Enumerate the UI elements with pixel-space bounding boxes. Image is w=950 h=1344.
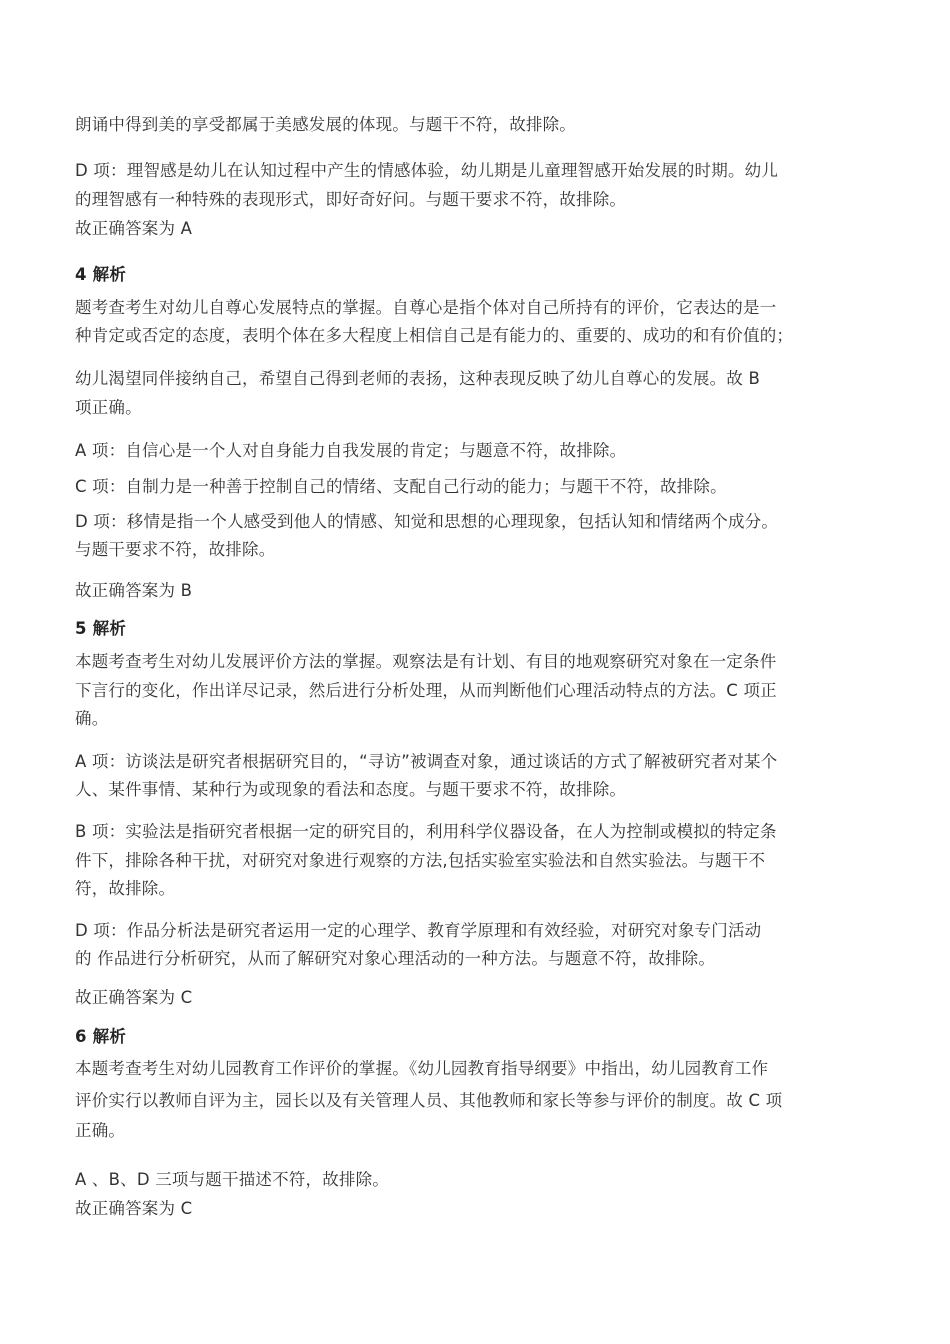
answer-line: 故正确答案为 B [75,581,193,600]
paragraph-line: 项正确。 [75,398,142,417]
paragraph-line: 下言行的变化，作出详尽记录，然后进行分析处理，从而判断他们心理活动特点的方法。C 项正 [75,681,777,700]
answer-line: 故正确答案为 C [75,1199,193,1218]
paragraph-line: 幼儿渴望同伴接纳自己，希望自己得到老师的表扬，这种表现反映了幼儿自尊心的发展。故 B [75,369,760,388]
section-heading: 5 解析 [75,619,127,638]
paragraph-line: 的理智感有一种特殊的表现形式，即好奇好问。与题干要求不符，故排除。 [75,190,627,209]
paragraph-line: 与题干要求不符，故排除。 [75,540,276,559]
paragraph-line: A 项：自信心是一个人对自身能力自我发展的肯定；与题意不符，故排除。 [75,441,627,460]
paragraph-line: C 项：自制力是一种善于控制自己的情绪、支配自己行动的能力；与题干不符，故排除。 [75,477,727,496]
paragraph-line: 本题考查考生对幼儿发展评价方法的掌握。观察法是有计划、有目的地观察研究对象在一定条件 [75,652,777,671]
answer-line: 故正确答案为 A [75,219,193,238]
answer-line: 故正确答案为 C [75,988,193,1007]
section-heading: 6 解析 [75,1027,127,1046]
paragraph-line: A 、B、D 三项与题干描述不符，故排除。 [75,1170,390,1189]
paragraph-line: 确。 [75,709,109,728]
paragraph-line: D 项：理智感是幼儿在认知过程中产生的情感体验，幼儿期是儿童理智感开始发展的时期。幼儿 [75,161,779,180]
paragraph-line: D 项：移情是指一个人感受到他人的情感、知觉和思想的心理现象，包括认知和情绪两个成分。 [75,512,779,531]
paragraph-line: 本题考查考生对幼儿园教育工作评价的掌握。《幼儿园教育指导纲要》中指出，幼儿园教育工作 [75,1059,769,1078]
paragraph-line: B 项：实验法是指研究者根据一定的研究目的，利用科学仪器设备，在人为控制或模拟的特定条 [75,822,777,841]
section-heading: 4 解析 [75,265,127,284]
paragraph-line: 符，故排除。 [75,879,176,898]
paragraph-line: 的 作品进行分析研究，从而了解研究对象心理活动的一种方法。与题意不符，故排除。 [75,949,716,968]
paragraph-line: 正确。 [75,1121,126,1140]
paragraph-line: 题考查考生对幼儿自尊心发展特点的掌握。自尊心是指个体对自己所持有的评价，它表达的是一 [75,298,777,317]
paragraph-line: D 项：作品分析法是研究者运用一定的心理学、教育学原理和有效经验，对研究对象专门活动 [75,921,762,940]
paragraph-line: 评价实行以教师自评为主，园长以及有关管理人员、其他教师和家长等参与评价的制度。故 C 项 [75,1091,783,1110]
paragraph-line: 朗诵中得到美的享受都属于美感发展的体现。与题干不符，故排除。 [75,115,576,134]
paragraph-line: 种肯定或否定的态度，表明个体在多大程度上相信自己是有能力的、重要的、成功的和有价值的； [75,326,794,345]
paragraph-line: 件下，排除各种干扰，对研究对象进行观察的方法,包括实验室实验法和自然实验法。与题干不 [75,851,766,870]
paragraph-line: A 项：访谈法是研究者根据研究目的，“寻访”被调查对象，通过谈话的方式了解被研究者对某个 [75,752,778,771]
paragraph-line: 人、某件事情、某种行为或现象的看法和态度。与题干要求不符，故排除。 [75,780,627,799]
